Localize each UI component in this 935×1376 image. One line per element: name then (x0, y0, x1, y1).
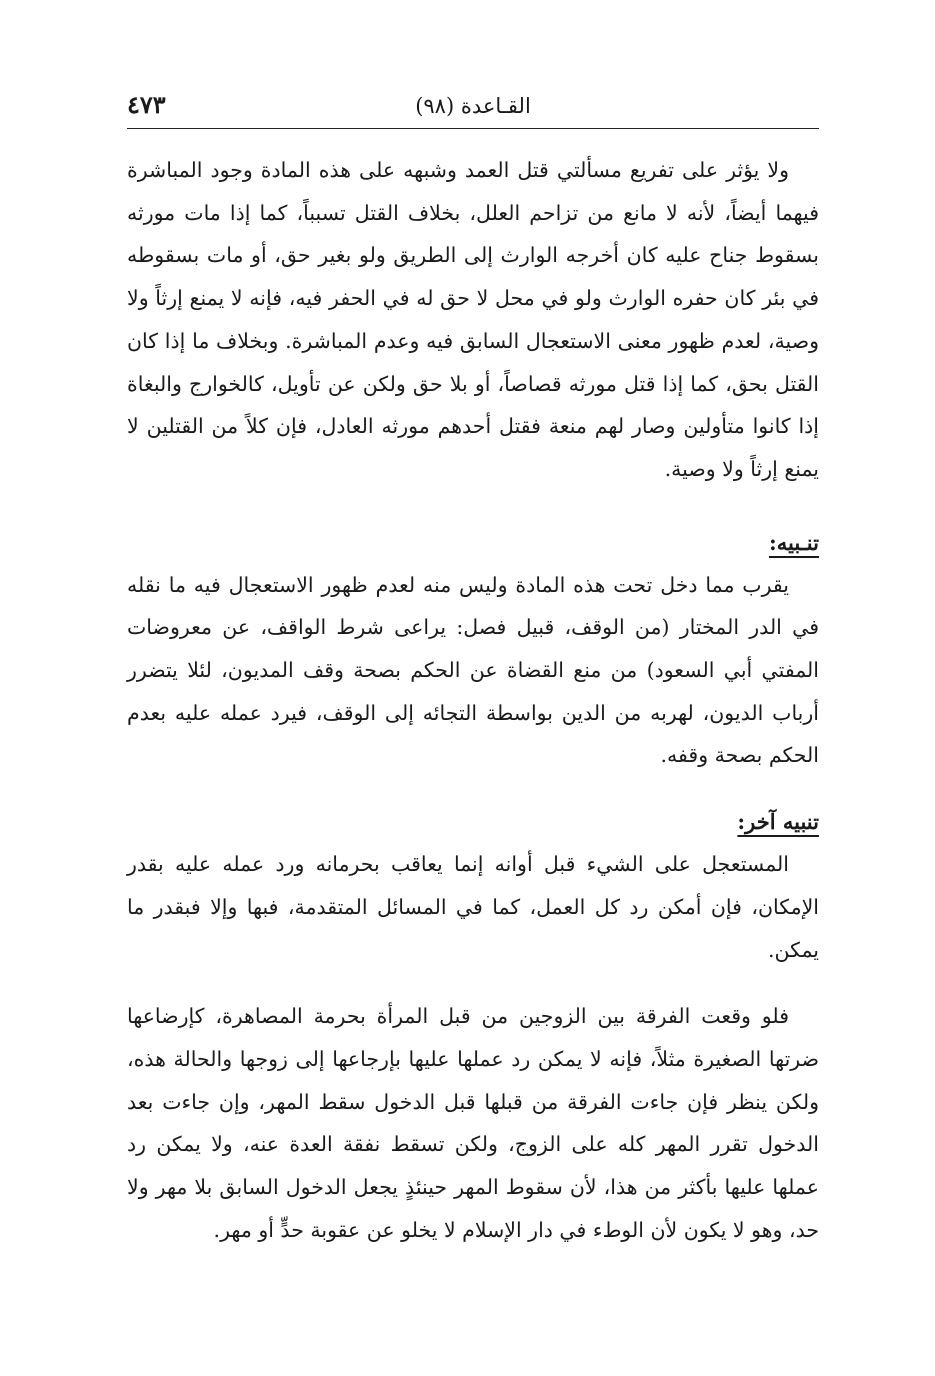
page-number: ٤٧٣ (127, 90, 166, 119)
paragraph-intentional-killing: ولا يؤثر على تفريع مسألتي قتل العمد وشبهه على هذه المادة وجود المباشرة فيهما أيضاً، لأنه لا مانع من تزاحم العلل، بخلاف القتل تسبباً، كما إذا مات مورثه بسقوط جناح عليه كان أخرجه الوارث إلى الطريق ولو بغير حق، أو مات بسقوطه في بئر كان حفره الوارث ولو في محل لا حق له في الحفر فيه، فإنه لا يمنع إرثاً ولا وصية، لعدم ظهور معنى الاستعجال السابق فيه وعدم المباشرة. وبخلاف ما إذا كان القتل بحق، كما إذا قتل مورثه قصاصاً، أو بلا حق ولكن عن تأويل، كالخوارج والبغاة إذا كانوا متأولين وصار لهم منعة فقتل أحدهم مورثه العادل، فإن كلاً من القتلين لا يمنع إرثاً ولا وصية. (127, 158, 819, 481)
chapter-title: القـاعدة (٩٨) (415, 94, 531, 118)
heading-notice: تنـبيه: (768, 529, 819, 555)
paragraph-separation-example: فلو وقعت الفرقة بين الزوجين من قبل المرأة بحرمة المصاهرة، كإرضاعها ضرتها الصغيرة مثلاً، فإنه لا يمكن رد عملها عليها بإرجاعها إلى زوجها والحالة هذه، ولكن ينظر فإن جاءت الفرقة من قبلها قبل الدخول سقط المهر، وإن جاءت بعد الدخول تقرر المهر كله على الزوج، ولكن تسقط نفقة العدة عنه، ولا يمكن رد عملها عليها بأكثر من هذا، لأن سقوط المهر حينئذٍ يجعل الدخول السابق بلا مهر ولا حد، وهو لا يكون لأن الوطء في دار الإسلام لا يخلو عن عقوبة حدٍّ أو مهر. (127, 1004, 819, 1242)
paragraph-notice: يقرب مما دخل تحت هذه المادة وليس منه لعدم ظهور الاستعجال فيه ما نقله في الدر المختار (من الوقف، قبيل فصل: يراعى شرط الواقف، عن معروضات المفتي أبي السعود) من منع القضاة عن الحكم بصحة وقف المديون، لئلا يتضرر أرباب الديون، لهربه من الدين بواسطة التجائه إلى الوقف، فيرد عمله عليه بعدم الحكم بصحة وقفه. (127, 572, 819, 768)
running-header (127, 88, 819, 129)
paragraph-another-notice: المستعجل على الشيء قبل أوانه إنما يعاقب بحرمانه ورد عمله عليه بقدر الإمكان، فإن أمكن رد كل العمل، كما في المسائل المتقدمة، فبها وإلا فبقدر ما يمكن. (127, 852, 819, 962)
book-page (127, 88, 819, 1251)
heading-another-notice: تنبيه آخر: (737, 809, 819, 835)
